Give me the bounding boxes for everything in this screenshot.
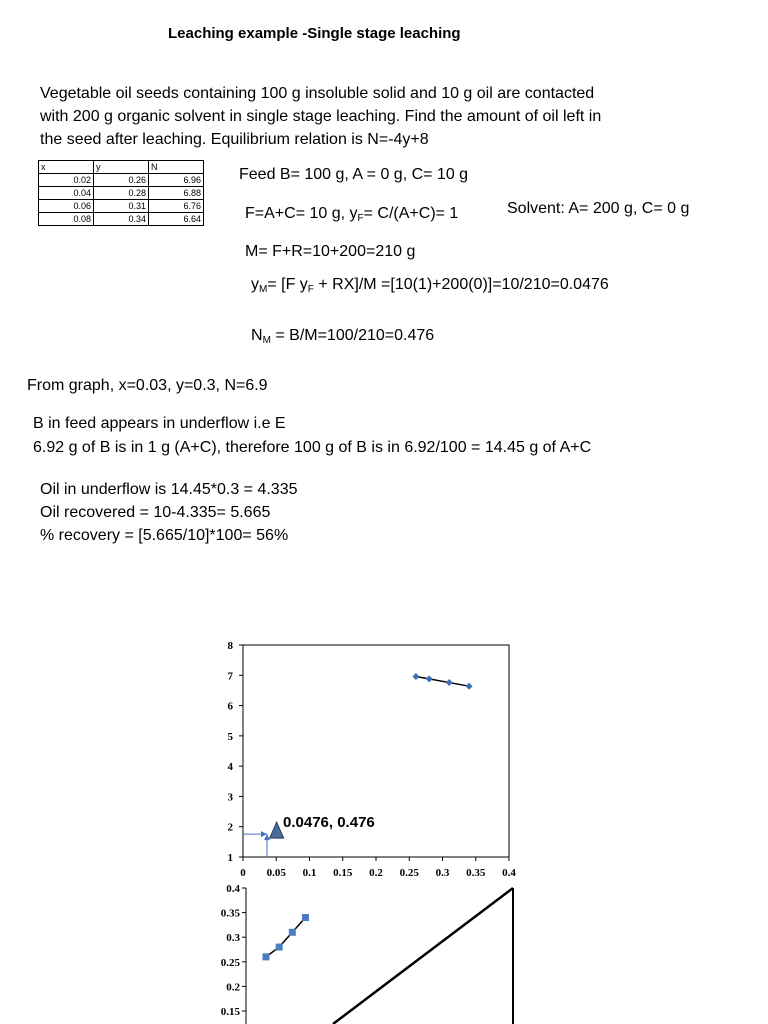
problem-line-3: the seed after leaching. Equilibrium relation is N=-4y+8 (40, 131, 429, 148)
x-tick-label: 0.2 (369, 867, 383, 879)
series-line (266, 918, 305, 957)
problem-line-1: Vegetable oil seeds containing 100 g insoluble solid and 10 g oil are contacted (40, 85, 595, 102)
nm-eq-text: N (251, 327, 263, 344)
y-tick-label: 5 (227, 730, 233, 743)
header-n: N (149, 161, 204, 174)
cell-x: 0.06 (39, 200, 94, 213)
upper-x-axis (240, 857, 516, 879)
ym-eq-text: y (251, 276, 259, 293)
mixture-point (270, 822, 284, 838)
cell-n: 6.64 (149, 213, 204, 226)
data-point (426, 675, 433, 682)
y-tick-label: 0.15 (220, 1006, 240, 1018)
f-eq-text: F=A+C= 10 g, y (245, 205, 358, 222)
header-x: x (39, 161, 94, 174)
cell-y: 0.34 (94, 213, 149, 226)
lower-chart (221, 883, 513, 1024)
ym-eq-sub: M (259, 284, 268, 295)
upper-y-axis (228, 640, 244, 864)
b-ratio-line: 6.92 g of B is in 1 g (A+C), therefore 100 g of B is in 6.92/100 = 14.45 g of A+C (33, 439, 592, 456)
ym-eq-text-3: + RX]/M =[10(1)+200(0)]=10/210=0.0476 (313, 276, 609, 293)
cell-y: 0.31 (94, 200, 149, 213)
solvent-equation: Solvent: A= 200 g, C= 0 g (507, 200, 690, 217)
cell-y: 0.26 (94, 174, 149, 187)
header-y: y (94, 161, 149, 174)
y-tick-label: 7 (227, 670, 233, 683)
y-tick-label: 6 (227, 700, 233, 713)
upper-chart (228, 640, 517, 879)
point-annotation: 0.0476, 0.476 (283, 814, 375, 831)
x-tick-label: 0.1 (302, 867, 317, 879)
m-equation: M= F+R=10+200=210 g (245, 243, 416, 260)
cell-n: 6.88 (149, 187, 204, 200)
f-eq-sub: F (357, 213, 364, 224)
cell-n: 6.76 (149, 200, 204, 213)
b-feed-line: B in feed appears in underflow i.e E (33, 415, 286, 432)
data-point (289, 929, 296, 936)
nm-eq-sub: M (262, 335, 271, 346)
cell-x: 0.08 (39, 213, 94, 226)
f-eq-text-2: = C/(A+C)= 1 (363, 205, 459, 222)
y-tick-label: 0.3 (226, 932, 240, 945)
lower-series (263, 914, 309, 960)
data-point (466, 683, 473, 690)
series-line (416, 676, 469, 686)
x-tick-label: 0.4 (502, 867, 516, 879)
cell-x: 0.02 (39, 174, 94, 187)
diagonal-line (333, 888, 513, 1024)
upper-series (412, 673, 472, 690)
nm-eq-text-2: = B/M=100/210=0.476 (270, 327, 435, 344)
y-tick-label: 0.35 (220, 907, 240, 920)
y-tick-label: 2 (227, 821, 233, 834)
x-tick-label: 0.35 (466, 867, 486, 879)
feed-equation: Feed B= 100 g, A = 0 g, C= 10 g (239, 166, 469, 183)
data-point (446, 679, 453, 686)
page-title: Leaching example -Single stage leaching (168, 25, 461, 42)
y-tick-label: 0.25 (220, 956, 240, 969)
data-point (276, 944, 283, 951)
x-tick-label: 0.25 (399, 867, 419, 879)
data-point (302, 914, 309, 921)
y-tick-label: 0.2 (226, 981, 240, 994)
graph-reading: From graph, x=0.03, y=0.3, N=6.9 (27, 377, 268, 394)
x-tick-label: 0.15 (333, 867, 353, 879)
cell-x: 0.04 (39, 187, 94, 200)
y-tick-label: 4 (227, 761, 233, 774)
data-point (412, 673, 419, 680)
y-tick-label: 8 (227, 640, 233, 652)
cell-n: 6.96 (149, 174, 204, 187)
lower-y-axis (221, 883, 246, 1018)
y-tick-label: 1 (227, 852, 233, 864)
data-point (263, 953, 270, 960)
recovery-line: % recovery = [5.665/10]*100= 56% (40, 527, 289, 544)
x-tick-label: 0 (240, 867, 246, 879)
cell-y: 0.28 (94, 187, 149, 200)
upper-point (243, 822, 284, 857)
y-tick-label: 0.4 (226, 883, 240, 895)
ym-eq-text-2: = [F y (267, 276, 308, 293)
y-tick-label: 3 (227, 791, 233, 804)
x-tick-label: 0.3 (435, 867, 450, 879)
oil-recovered-line: Oil recovered = 10-4.335= 5.665 (40, 504, 271, 521)
problem-line-2: with 200 g organic solvent in single stage leaching. Find the amount of oil left in (40, 108, 602, 125)
x-tick-label: 0.05 (266, 867, 286, 879)
oil-underflow-line: Oil in underflow is 14.45*0.3 = 4.335 (40, 481, 298, 498)
ym-eq-sub-2: F (307, 284, 314, 295)
